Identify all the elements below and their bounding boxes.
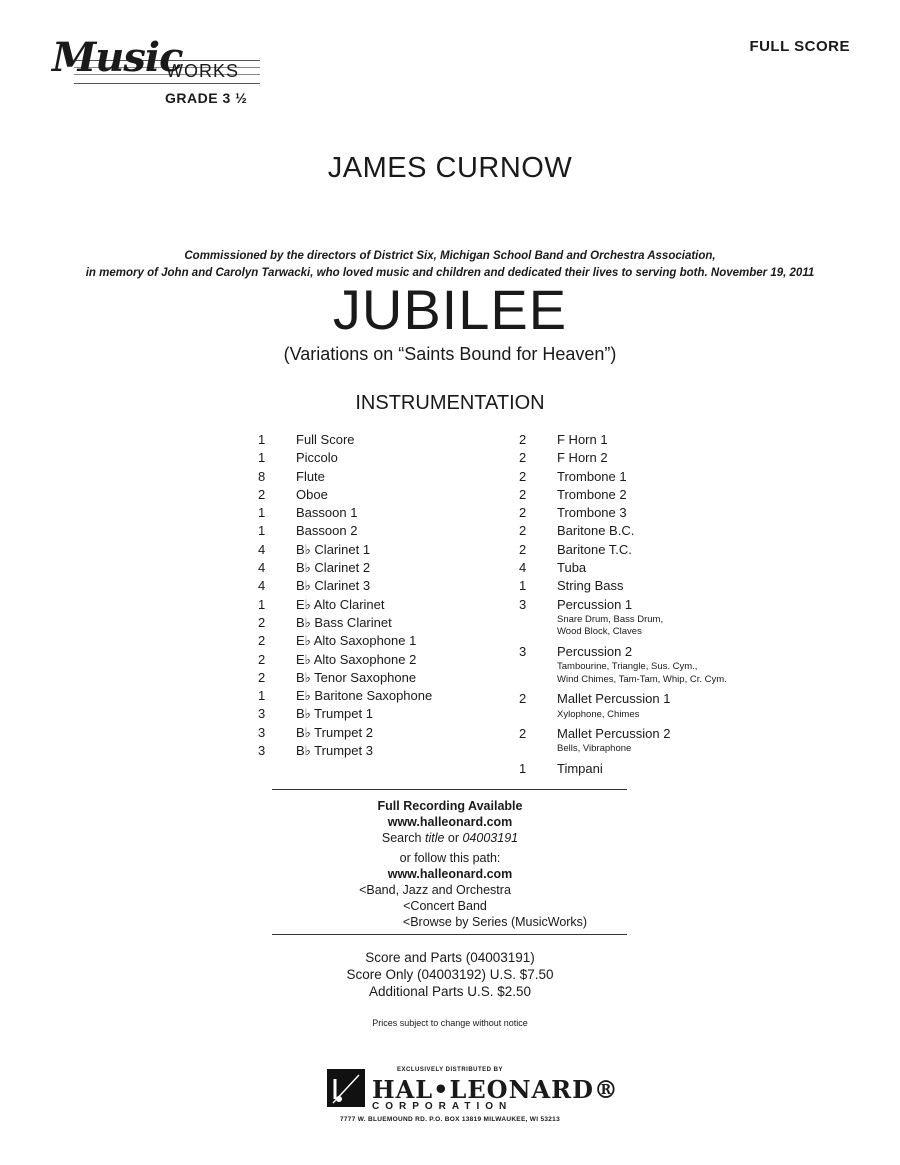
- pricing-line-2: Score Only (04003192) U.S. $7.50: [346, 967, 554, 982]
- instrument-row: [519, 504, 727, 522]
- instrument-quantity: 3: [519, 596, 527, 612]
- instrument-name: F Horn 1: [557, 432, 608, 447]
- logo-script-text: Music: [52, 34, 183, 81]
- instrument-quantity: 2: [519, 450, 527, 466]
- instrument-quantity: 3: [519, 643, 527, 659]
- instrument-quantity: 3: [258, 706, 266, 722]
- instrument-quantity: 4: [258, 578, 266, 594]
- recording-heading: Full Recording Available: [377, 799, 523, 813]
- instrument-row: [258, 669, 432, 687]
- instrumentation-right-column: [519, 431, 727, 778]
- instrument-quantity: 2: [258, 669, 266, 685]
- instrument-row: [258, 522, 432, 540]
- search-title: title: [424, 831, 445, 845]
- instrument-quantity: 1: [258, 505, 266, 521]
- instrument-row: [258, 486, 432, 504]
- instrument-quantity: 1: [519, 578, 527, 594]
- instrument-row: [258, 632, 432, 650]
- instrument-quantity: 2: [519, 523, 527, 539]
- instrument-quantity: 3: [258, 724, 266, 740]
- instrument-name: B♭ Clarinet 2: [296, 560, 371, 576]
- instrument-row: [258, 431, 432, 449]
- instrument-quantity: 2: [519, 432, 527, 447]
- instrument-name: B♭ Clarinet 1: [296, 541, 371, 557]
- instrument-quantity: 2: [258, 651, 266, 667]
- instrument-row: [258, 705, 432, 723]
- instrument-name: B♭ Trumpet 2: [296, 724, 373, 740]
- instrument-row: [519, 431, 727, 449]
- instrument-quantity: 1: [258, 523, 266, 539]
- instrument-name: Bassoon 1: [296, 505, 358, 521]
- instrument-row: [258, 687, 432, 705]
- commission-line-1: Commissioned by the directors of District Six, Michigan School Band and Orchestra Association,: [184, 250, 716, 262]
- instrument-name: Baritone T.C.: [557, 541, 632, 557]
- instrument-quantity: 2: [258, 486, 266, 502]
- instrument-row: [519, 577, 727, 595]
- instrument-name: Mallet Percussion 1: [557, 691, 671, 707]
- instrument-row: [519, 559, 727, 577]
- instrument-quantity: 1: [519, 760, 527, 776]
- instrument-quantity: 1: [258, 596, 266, 612]
- instrument-row: [258, 614, 432, 632]
- instrument-row: [258, 449, 432, 467]
- instrument-row: [258, 559, 432, 577]
- pricing-line-3: Additional Parts U.S. $2.50: [368, 984, 532, 999]
- path-step-3: <Browse by Series (MusicWorks): [402, 915, 588, 929]
- instrument-row: [258, 577, 432, 595]
- instrument-name: Tuba: [557, 560, 587, 576]
- piece-subtitle: (Variations on “Saints Bound for Heaven”): [283, 344, 617, 364]
- instrumentation-heading: INSTRUMENTATION: [355, 392, 545, 414]
- instrument-row: [519, 690, 727, 708]
- instrument-row: [258, 468, 432, 486]
- instrument-row: [258, 742, 432, 760]
- instrument-row: [519, 596, 727, 614]
- publisher-name: HAL•LEONARD®: [372, 1075, 619, 1104]
- instrument-quantity: 2: [258, 614, 266, 630]
- instrument-quantity: 1: [258, 450, 266, 466]
- distributed-by: EXCLUSIVELY DISTRIBUTED BY: [396, 1067, 504, 1073]
- instrument-row: [258, 651, 432, 669]
- instrument-detail: Bells, Vibraphone: [557, 743, 632, 755]
- full-score-label: FULL SCORE: [749, 38, 850, 55]
- search-code: 04003191: [462, 831, 519, 845]
- grade-label: GRADE 3 ½: [165, 90, 248, 106]
- instrument-row: [258, 596, 432, 614]
- path-step-1: <Band, Jazz and Orchestra: [359, 883, 511, 897]
- instrument-quantity: 4: [258, 541, 266, 557]
- instrument-name: Trombone 1: [557, 468, 627, 484]
- instrument-row: [519, 643, 727, 661]
- instrument-name: B♭ Trumpet 1: [296, 706, 373, 722]
- publisher-address: 7777 W. BLUEMOUND RD. P.O. BOX 13819 MILWAUKEE, WI 53213: [339, 1116, 561, 1123]
- instrument-quantity: 1: [258, 432, 266, 447]
- instrument-name: Percussion 1: [557, 596, 633, 612]
- instrument-name: Trombone 2: [557, 486, 627, 502]
- instrument-name: E♭ Alto Clarinet: [296, 596, 385, 612]
- divider-top: [272, 789, 627, 790]
- recording-info: [0, 798, 900, 930]
- recording-site-link[interactable]: www.halleonard.com: [387, 815, 513, 829]
- hal-leonard-logo-icon: [327, 1069, 365, 1107]
- composer-name: JAMES CURNOW: [327, 152, 573, 184]
- commission-line-2: in memory of John and Carolyn Tarwacki, who loved music and children and dedicated their lives to serving both. November 19, 2011: [85, 267, 815, 279]
- instrument-name: E♭ Baritone Saxophone: [296, 688, 433, 704]
- instrument-detail: Wind Chimes, Tam-Tam, Whip, Cr. Cym.: [557, 673, 727, 685]
- instrument-quantity: 2: [519, 486, 527, 502]
- instrument-quantity: 2: [519, 468, 527, 484]
- recording-site-link-2[interactable]: www.halleonard.com: [387, 867, 513, 881]
- instrument-quantity: 2: [519, 691, 527, 707]
- instrument-name: Percussion 2: [557, 643, 633, 659]
- instrument-name: Piccolo: [296, 450, 338, 466]
- divider-bottom: [272, 934, 627, 935]
- search-prefix: Search: [381, 831, 425, 845]
- instrument-name: B♭ Tenor Saxophone: [296, 669, 417, 685]
- instrument-quantity: 2: [519, 726, 527, 742]
- instrument-quantity: 8: [258, 468, 266, 484]
- publisher-corporation: CORPORATION: [372, 1101, 513, 1112]
- instrument-name: Timpani: [557, 760, 603, 776]
- pricing-line-1: Score and Parts (04003191): [365, 950, 535, 965]
- instrument-row: [258, 504, 432, 522]
- instrument-name: E♭ Alto Saxophone 2: [296, 651, 417, 667]
- recording-search-line: [0, 830, 900, 846]
- prices-note: Prices subject to change without notice: [372, 1018, 528, 1028]
- logo-works-text: WORKS: [166, 61, 240, 81]
- instrument-row: [519, 522, 727, 540]
- path-step-2: <Concert Band: [403, 899, 487, 913]
- instrument-row: [519, 486, 727, 504]
- instrument-name: String Bass: [557, 578, 624, 594]
- piece-title: JUBILEE: [332, 278, 568, 341]
- instrumentation-left-column: [258, 431, 432, 760]
- instrument-quantity: 3: [258, 743, 266, 759]
- pricing-info: [0, 949, 900, 1000]
- instrument-name: B♭ Bass Clarinet: [296, 614, 392, 630]
- instrument-row: [519, 468, 727, 486]
- instrument-name: E♭ Alto Saxophone 1: [296, 633, 417, 649]
- instrument-name: Flute: [296, 468, 325, 484]
- instrument-quantity: 4: [519, 560, 527, 576]
- instrument-quantity: 1: [258, 688, 266, 704]
- instrument-row: [519, 541, 727, 559]
- instrument-name: F Horn 2: [557, 450, 608, 466]
- instrument-name: Baritone B.C.: [557, 523, 635, 539]
- instrument-name: Bassoon 2: [296, 523, 358, 539]
- instrument-quantity: 2: [519, 505, 527, 521]
- instrument-quantity: 2: [519, 541, 527, 557]
- instrument-quantity: 4: [258, 560, 266, 576]
- instrument-name: Mallet Percussion 2: [557, 726, 671, 742]
- instrument-detail: Wood Block, Claves: [557, 626, 642, 638]
- instrument-quantity: 2: [258, 633, 266, 649]
- recording-follow: or follow this path:: [399, 851, 501, 865]
- instrument-detail: Xylophone, Chimes: [557, 708, 640, 720]
- instrument-name: B♭ Trumpet 3: [296, 743, 373, 759]
- instrument-name: Trombone 3: [557, 505, 627, 521]
- instrument-detail: Snare Drum, Bass Drum,: [557, 613, 664, 625]
- instrument-row: [519, 449, 727, 467]
- instrument-row: [519, 760, 727, 778]
- instrument-detail: Tambourine, Triangle, Sus. Cym.,: [557, 661, 698, 673]
- instrument-name: B♭ Clarinet 3: [296, 578, 371, 594]
- instrument-name: Full Score: [296, 432, 355, 447]
- instrument-row: [519, 725, 727, 743]
- instrument-row: [258, 724, 432, 742]
- search-or: or: [444, 831, 463, 845]
- instrument-row: [258, 541, 432, 559]
- instrument-name: Oboe: [296, 486, 328, 502]
